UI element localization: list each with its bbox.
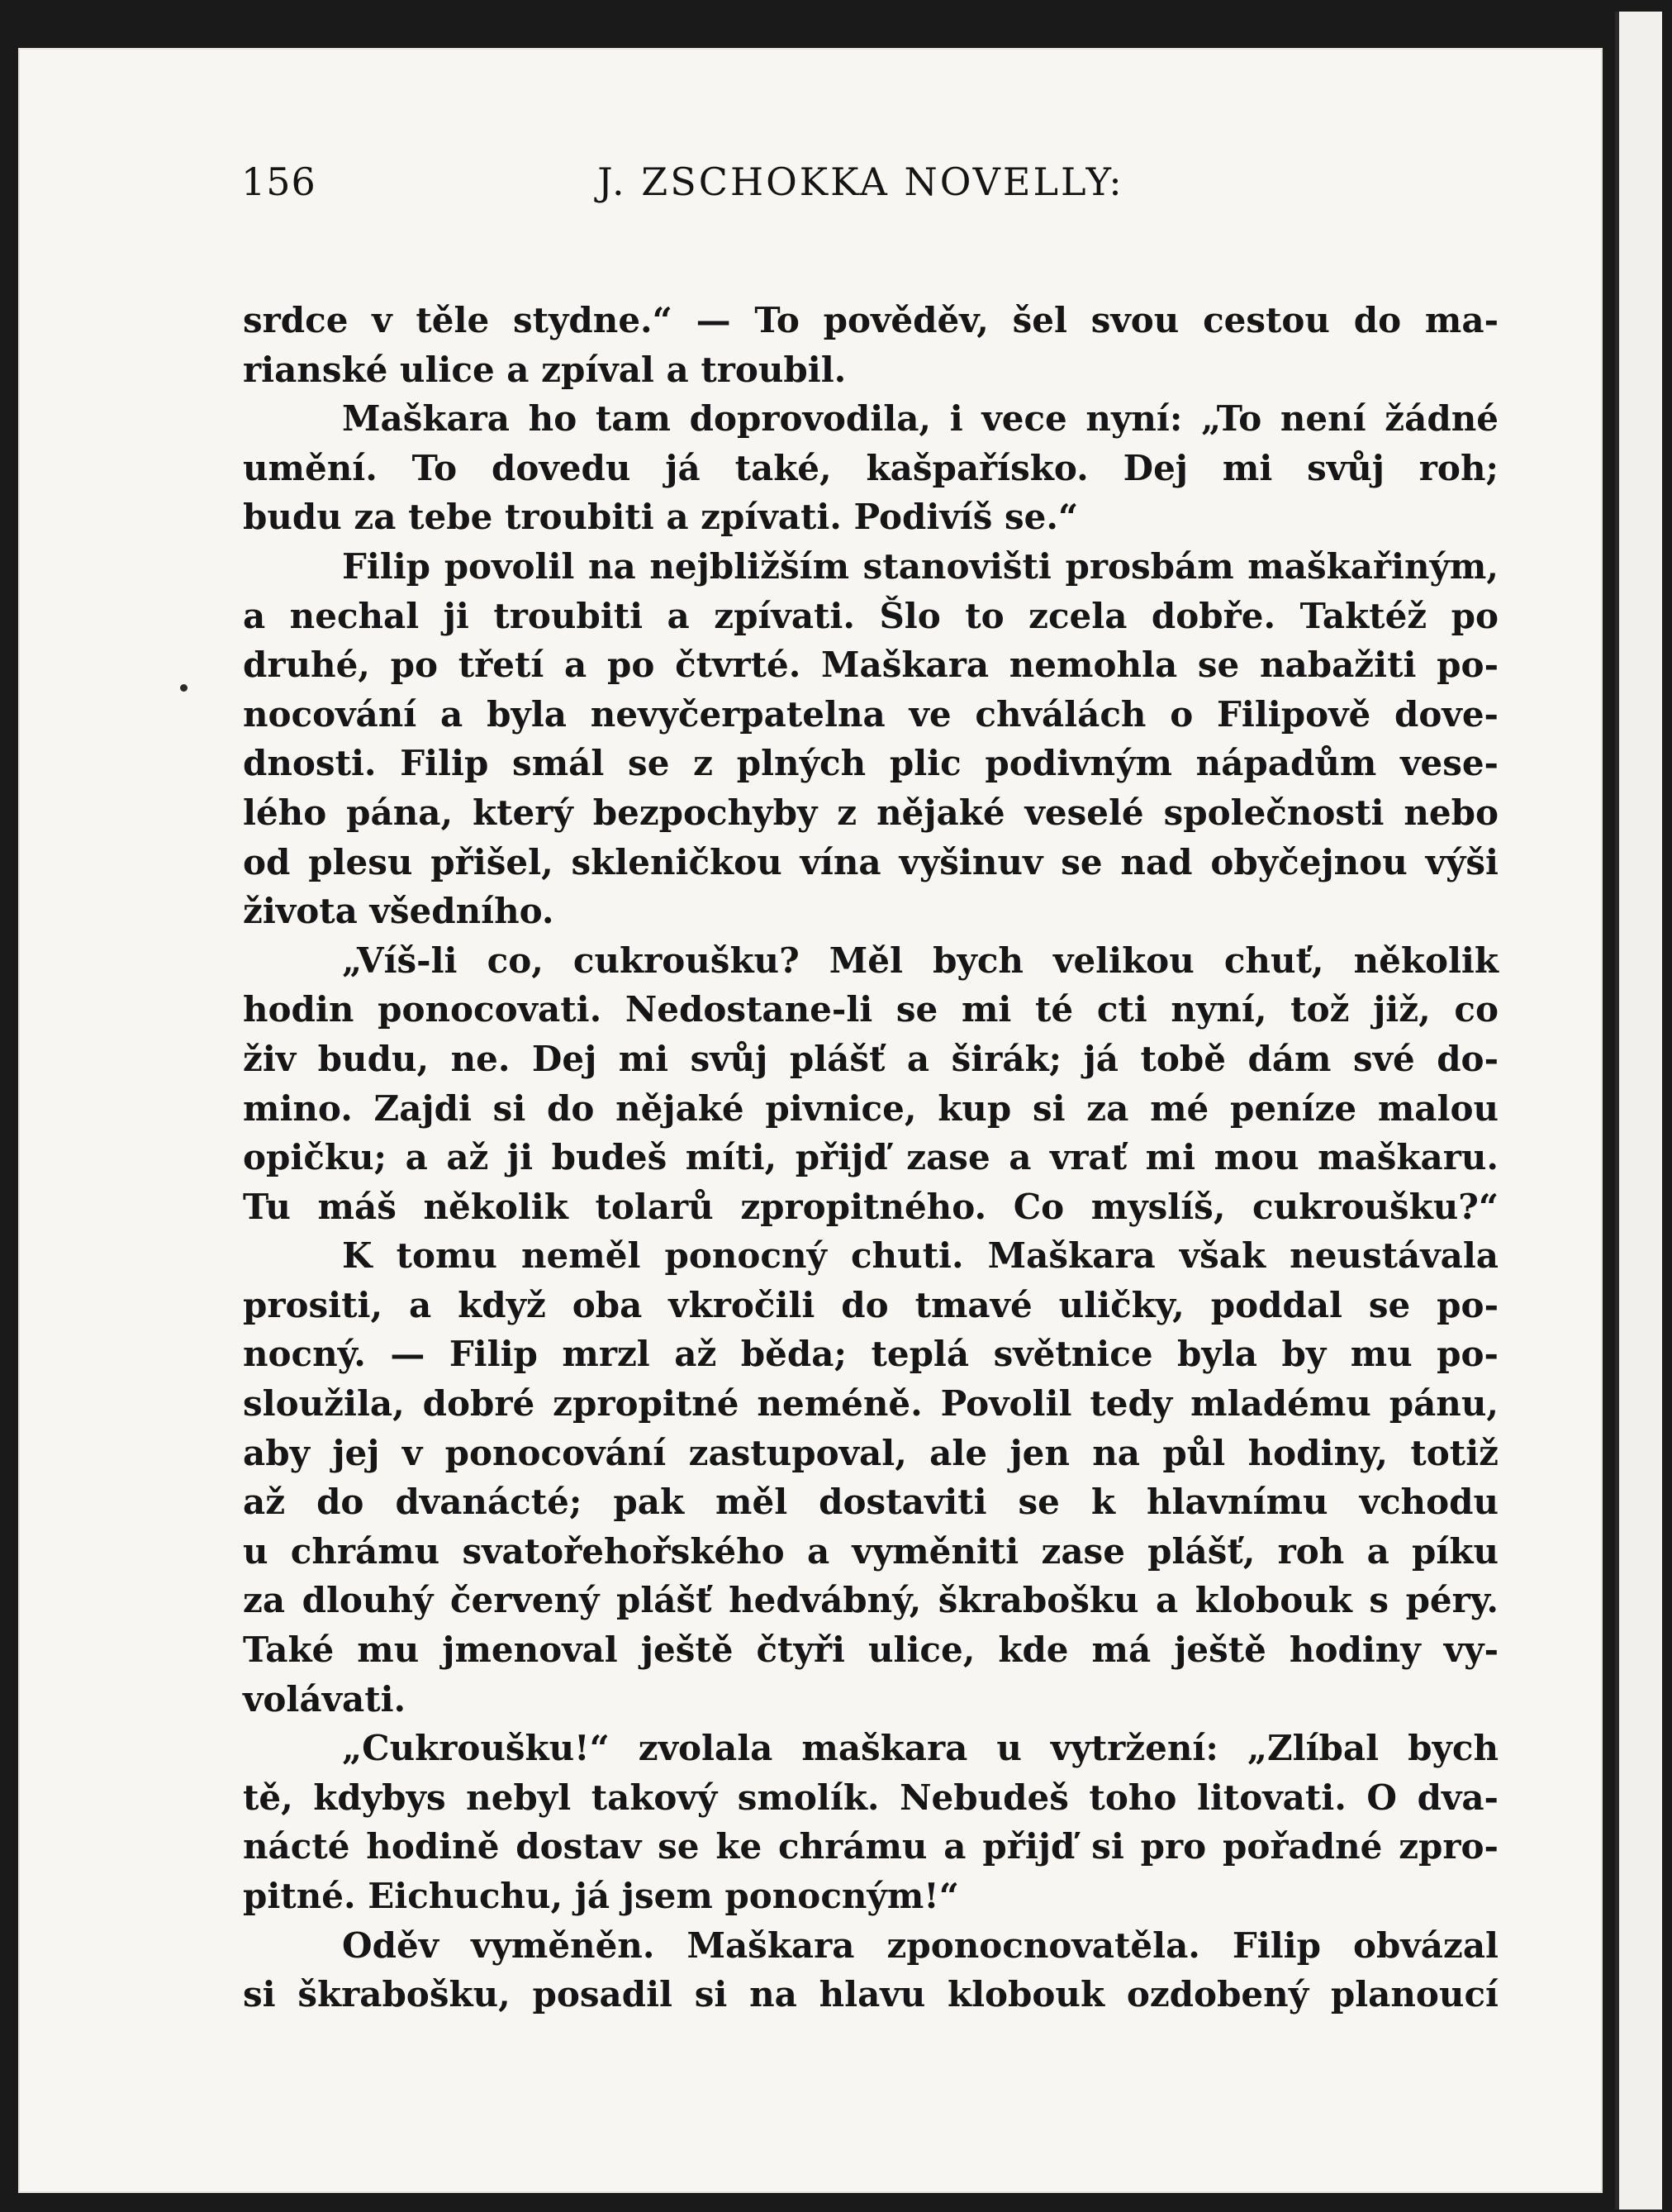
text-line: dnosti. Filip smál se z plných plic podivným nápadům vese- <box>243 743 1499 784</box>
page-header <box>225 151 1497 217</box>
text-line: pitné. Eichuchu, já jsem ponocným!“ <box>243 1876 959 1916</box>
text-line: od plesu přišel, skleničkou vína vyšinuv se nad obyčejnou výši <box>243 841 1499 882</box>
text-line: Maškara ho tam doprovodila, i vece nyní: „To není žádné <box>342 398 1499 440</box>
text-line: nácté hodině dostav se ke chrámu a přijď si pro pořadné zpro- <box>243 1826 1499 1867</box>
text-line: u chrámu svatořehořského a vyměniti zase plášť, roh a píku <box>243 1530 1499 1572</box>
text-line: tě, kdybys nebyl takový smolík. Nebudeš toho litovati. O dva- <box>243 1777 1499 1818</box>
text-line: srdce v těle stydne.“ — To pověděv, šel svou cestou do ma- <box>243 300 1499 340</box>
text-line: Také mu jmenoval ještě čtyři ulice, kde má ještě hodiny vy- <box>243 1629 1499 1671</box>
text-line: „Víš-li co, cukroušku? Měl bych velikou chuť, několik <box>342 940 1499 981</box>
text-line: Oděv vyměněn. Maškara zponocnovatěla. Filip obvázal <box>342 1924 1499 1966</box>
page-number: 156 <box>241 159 316 204</box>
text-line: Tu máš několik tolarů zpropitného. Co myslíš, cukroušku?“ <box>243 1186 1499 1227</box>
text-line: druhé, po třetí a po čtvrté. Maškara nemohla se nabažiti po- <box>243 645 1499 686</box>
text-line: volávati. <box>243 1678 406 1720</box>
text-line: živ budu, ne. Dej mi svůj plášť a širák; já tobě dám své do- <box>243 1038 1499 1079</box>
text-line: nocování a byla nevyčerpatelna ve chválách o Filipově dove- <box>243 693 1499 735</box>
text-line: opičku; a až ji budeš míti, přijď zase a vrať mi mou maškaru. <box>243 1137 1499 1178</box>
text-line: prositi, a když oba vkročili do tmavé uličky, poddal se po- <box>243 1284 1499 1325</box>
text-line: hodin ponocovati. Nedostane-li se mi té cti nyní, tož již, co <box>243 989 1499 1030</box>
facing-page-edge <box>1615 12 1662 2210</box>
text-line: „Cukroušku!“ zvolala maškara u vytržení: „Zlíbal bych <box>342 1728 1499 1769</box>
text-line: sloužila, dobré zpropitné neméně. Povolil tedy mladému pánu, <box>243 1383 1499 1425</box>
text-line: si škrabošku, posadil si na hlavu klobouk ozdobený planoucí <box>243 1974 1499 2015</box>
margin-dot <box>180 684 188 692</box>
body-text <box>243 296 1499 2019</box>
running-title: J. ZSCHOKKA NOVELLY: <box>597 159 1124 204</box>
text-line: rianské ulice a zpíval a troubil. <box>243 349 847 390</box>
text-line: až do dvanácté; pak měl dostaviti se k hlavnímu vchodu <box>243 1482 1499 1523</box>
text-line: umění. To dovedu já také, kašpařísko. Dej mi svůj roh; <box>243 447 1499 488</box>
text-line: za dlouhý červený plášť hedvábný, škrabošku a klobouk s péry. <box>243 1580 1499 1621</box>
text-line: lého pána, který bezpochyby z nějaké veselé společnosti nebo <box>243 792 1499 833</box>
text-line: a nechal ji troubiti a zpívati. Šlo to zcela dobře. Taktéž po <box>243 595 1499 636</box>
text-line: budu za tebe troubiti a zpívati. Podivíš se.“ <box>243 497 1079 538</box>
text-line: Filip povolil na nejbližším stanovišti prosbám maškařiným, <box>342 545 1499 587</box>
text-line: nocný. — Filip mrzl až běda; teplá světnice byla by mu po- <box>243 1334 1499 1375</box>
text-line: mino. Zajdi si do nějaké pivnice, kup si za mé peníze malou <box>243 1087 1499 1129</box>
book-page <box>18 48 1603 2193</box>
text-line: života všedního. <box>243 891 554 932</box>
text-line: K tomu neměl ponocný chuti. Maškara však neustávala <box>342 1235 1499 1277</box>
text-line: aby jej v ponocování zastupoval, ale jen na půl hodiny, totiž <box>243 1432 1499 1473</box>
